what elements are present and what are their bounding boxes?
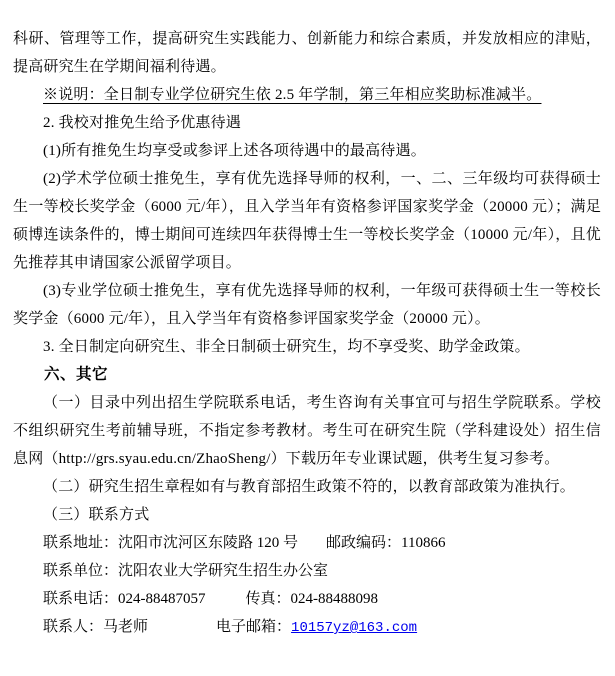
contact-row-unit	[13, 557, 601, 585]
paragraph-item-2-2: (2)学术学位硕士推免生，享有优先选择导师的权利，一、二、三年级均可获得硕士生一等校长奖学金（6000 元/年），且入学当年有资格参评国家奖学金（20000 元）；满足硕博连读条件的，博士期间可连续四年获得博士生一等校长奖学金（10000 元/年），且优先推荐其申请国家公派留学项目。	[13, 171, 601, 271]
paragraph-other-1: （一）目录中列出招生学院联系电话，考生咨询有关事宜可与招生学院联系。学校不组织研究生考前辅导班，不指定参考教材。考生可在研究生院（学科建设处）招生信息网（http://grs.syau.edu.cn/ZhaoSheng/）下载历年专业课试题，供考生复习参考。	[13, 395, 601, 467]
fax-label: 传真：	[245, 591, 291, 607]
email-label: 电子邮箱：	[216, 619, 292, 635]
address-label: 联系地址：	[43, 535, 119, 551]
email-link[interactable]: 10157yz@163.com	[291, 620, 418, 636]
paragraph-item-2: 2. 我校对推免生给予优惠待遇	[43, 115, 242, 131]
paragraph-other-2: （二）研究生招生章程如有与教育部招生政策不符的，以教育部政策为准执行。	[43, 479, 576, 495]
note-line-underlined: ※说明：全日制专业学位研究生依 2.5 年学制，第三年相应奖助标准减半。	[43, 87, 542, 103]
contact-person-value: 马老师	[103, 619, 149, 635]
paragraph-item-2-3: (3)专业学位硕士推免生，享有优先选择导师的权利，一年级可获得硕士生一等校长奖学金（6000 元/年），且入学当年有资格参评国家奖学金（20000 元）。	[13, 283, 601, 327]
paragraph-other-3-contact-heading: （三）联系方式	[43, 507, 150, 523]
fax-value: 024-88488098	[290, 591, 379, 607]
contact-row-person	[13, 613, 601, 642]
contact-person-label: 联系人：	[43, 619, 104, 635]
contact-row-address	[13, 529, 601, 557]
postal-code-label: 邮政编码：	[326, 535, 402, 551]
section-heading-other: 六、其它	[44, 366, 109, 383]
address-value: 沈阳市沈河区东陵路 120 号	[118, 535, 299, 551]
phone-label: 联系电话：	[43, 591, 119, 607]
postal-code-value: 110866	[401, 535, 446, 551]
paragraph-continuation: 科研、管理等工作，提高研究生实践能力、创新能力和综合素质，并发放相应的津贴，提高研究生在学期间福利待遇。	[13, 31, 601, 75]
unit-label: 联系单位：	[43, 563, 119, 579]
paragraph-item-2-1: (1)所有推免生均享受或参评上述各项待遇中的最高待遇。	[43, 143, 426, 159]
unit-value: 沈阳农业大学研究生招生办公室	[118, 563, 329, 579]
paragraph-item-3: 3. 全日制定向研究生、非全日制硕士研究生，均不享受奖、助学金政策。	[43, 339, 530, 355]
phone-value: 024-88487057	[118, 591, 206, 607]
contact-row-phone	[13, 585, 601, 613]
